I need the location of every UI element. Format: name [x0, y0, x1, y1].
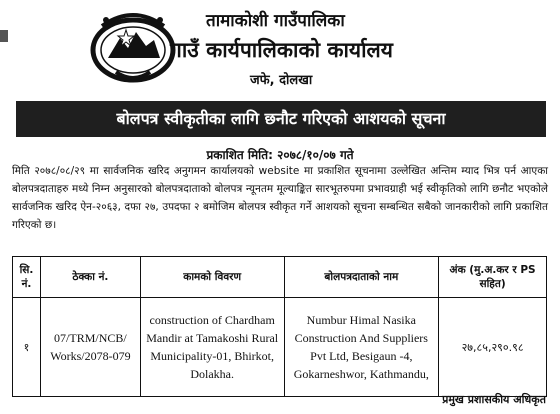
col-header-description: कामको विवरण	[140, 257, 284, 298]
office-name: गाउँ कार्यपालिकाको कार्यालय	[170, 38, 393, 62]
table-header-row	[13, 257, 547, 298]
scan-edge-mark	[0, 30, 8, 42]
published-date: प्रकाशित मिति: २०७८/१०/०७ गते	[206, 148, 354, 162]
col-header-sn: सि. नं.	[13, 257, 41, 298]
notice-title-banner: बोलपत्र स्वीकृतीका लागि छनौट गरिएको आशयको सूचना	[16, 101, 546, 137]
cell-sn: १	[13, 298, 41, 397]
org-name: तामाकोशी गाउँपालिका	[206, 11, 345, 31]
office-address: जफे, दोलखा	[250, 73, 313, 88]
cell-description: construction of Chardham Mandir at Tamakoshi Rural Municipality-01, Bhirkot, Dolakha.	[140, 298, 284, 397]
notice-body: मिति २०७८/०८/२९ मा सार्वजनिक खरिद अनुगमन कार्यालयको website मा प्रकाशित सूचनामा उल्लेखित अन्तिम म्याद भित्र पर्न आएका बोलपत्रदाताहरु मध्ये निम्न अनुसारको बोलपत्रदाताको बोलपत्र न्यूनतम मूल्याङ्कित सारभूतरुपमा प्रभावग्राही भई स्वीकृतिको लागि छनौट भएकोले सार्वजनिक खरिद ऐन-२०६३, दफा २७, उपदफा २ बमोजिम बोलपत्र स्वीकृत गर्ने आशयको सूचना सम्बन्धित सबैको जानकारीको लागि प्रकाशित गरिएको छ।	[12, 165, 548, 231]
cell-bidder: Numbur Himal Nasika Construction And Suppliers Pvt Ltd, Besigaun -4, Gokarneshwor, Kathmandu,	[284, 298, 439, 397]
municipality-emblem-icon	[88, 6, 178, 84]
table-row	[13, 298, 547, 397]
col-header-bidder: बोलपत्रदाताको नाम	[284, 257, 439, 298]
award-table	[12, 256, 547, 397]
signatory-title: प्रमुख प्रशासकीय अधिकृत	[442, 393, 546, 406]
col-header-contract-no: ठेक्का नं.	[40, 257, 140, 298]
cell-contract-no: 07/TRM/NCB/ Works/2078-079	[40, 298, 140, 397]
col-header-amount: अंक (मु.अ.कर र PS सहित)	[439, 257, 547, 298]
cell-amount: २७,८५,२९०.९८	[439, 298, 547, 397]
